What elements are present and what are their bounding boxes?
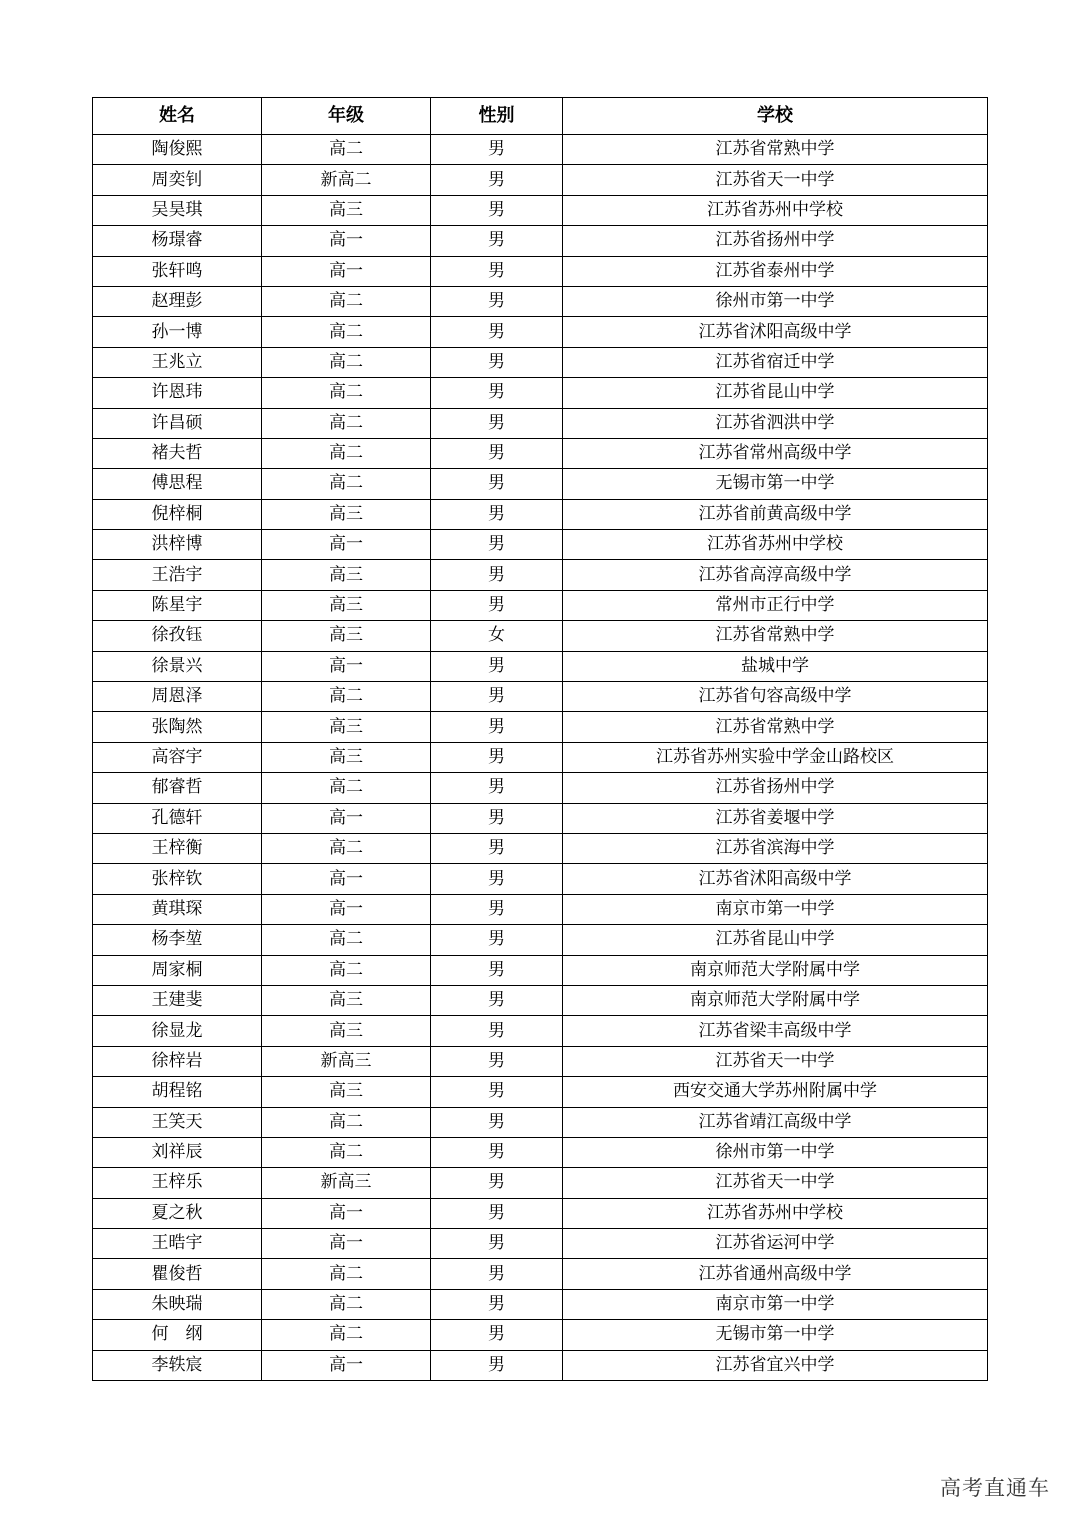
- cell-school: 江苏省扬州中学: [563, 226, 988, 256]
- table-row: [93, 378, 988, 408]
- table-row: [93, 651, 988, 681]
- cell-name: 王建斐: [93, 985, 262, 1015]
- table-row: [93, 621, 988, 651]
- cell-grade: 高三: [262, 560, 431, 590]
- cell-name: 朱映瑞: [93, 1289, 262, 1319]
- cell-gender: 男: [431, 712, 563, 742]
- table-row: [93, 195, 988, 225]
- cell-gender: 男: [431, 985, 563, 1015]
- table-row: [93, 560, 988, 590]
- cell-grade: 新高三: [262, 1168, 431, 1198]
- table-row: [93, 1289, 988, 1319]
- cell-school: 江苏省梁丰高级中学: [563, 1016, 988, 1046]
- cell-gender: 男: [431, 347, 563, 377]
- cell-school: 江苏省姜堰中学: [563, 803, 988, 833]
- cell-name: 李轶宸: [93, 1350, 262, 1380]
- table-row: [93, 1350, 988, 1380]
- table-row: [93, 925, 988, 955]
- cell-gender: 男: [431, 256, 563, 286]
- cell-grade: 新高三: [262, 1046, 431, 1076]
- cell-gender: 男: [431, 955, 563, 985]
- cell-name: 高容宇: [93, 742, 262, 772]
- cell-grade: 高二: [262, 955, 431, 985]
- cell-gender: 男: [431, 894, 563, 924]
- cell-grade: 高三: [262, 621, 431, 651]
- cell-school: 江苏省沭阳高级中学: [563, 864, 988, 894]
- cell-gender: 男: [431, 1198, 563, 1228]
- cell-gender: 男: [431, 1320, 563, 1350]
- cell-name: 许昌硕: [93, 408, 262, 438]
- cell-name: 周家桐: [93, 955, 262, 985]
- cell-grade: 高二: [262, 378, 431, 408]
- cell-gender: 男: [431, 135, 563, 165]
- cell-grade: 高一: [262, 803, 431, 833]
- cell-name: 徐梓岩: [93, 1046, 262, 1076]
- cell-school: 江苏省滨海中学: [563, 833, 988, 863]
- cell-gender: 男: [431, 864, 563, 894]
- cell-grade: 高二: [262, 925, 431, 955]
- cell-grade: 高二: [262, 833, 431, 863]
- cell-grade: 高二: [262, 682, 431, 712]
- cell-gender: 男: [431, 1016, 563, 1046]
- cell-name: 孙一博: [93, 317, 262, 347]
- cell-gender: 女: [431, 621, 563, 651]
- table-row: [93, 1198, 988, 1228]
- student-roster-table: [92, 97, 988, 1381]
- cell-grade: 高一: [262, 894, 431, 924]
- cell-school: 江苏省昆山中学: [563, 378, 988, 408]
- table-row: [93, 742, 988, 772]
- cell-school: 江苏省天一中学: [563, 1046, 988, 1076]
- cell-grade: 高一: [262, 651, 431, 681]
- cell-grade: 高一: [262, 256, 431, 286]
- cell-grade: 高一: [262, 530, 431, 560]
- cell-school: 江苏省句容高级中学: [563, 682, 988, 712]
- cell-gender: 男: [431, 408, 563, 438]
- cell-gender: 男: [431, 1046, 563, 1076]
- table-row: [93, 833, 988, 863]
- cell-school: 无锡市第一中学: [563, 1320, 988, 1350]
- cell-grade: 高三: [262, 1077, 431, 1107]
- cell-school: 江苏省常熟中学: [563, 621, 988, 651]
- cell-name: 瞿俊哲: [93, 1259, 262, 1289]
- cell-name: 孔德轩: [93, 803, 262, 833]
- table-row: [93, 1077, 988, 1107]
- cell-name: 倪梓桐: [93, 499, 262, 529]
- cell-gender: 男: [431, 378, 563, 408]
- cell-school: 盐城中学: [563, 651, 988, 681]
- cell-school: 徐州市第一中学: [563, 1137, 988, 1167]
- cell-school: 江苏省苏州实验中学金山路校区: [563, 742, 988, 772]
- cell-school: 江苏省宜兴中学: [563, 1350, 988, 1380]
- cell-school: 江苏省宿迁中学: [563, 347, 988, 377]
- cell-name: 杨李堃: [93, 925, 262, 955]
- table-row: [93, 894, 988, 924]
- cell-grade: 高二: [262, 135, 431, 165]
- cell-grade: 高三: [262, 590, 431, 620]
- cell-school: 南京师范大学附属中学: [563, 955, 988, 985]
- cell-school: 江苏省苏州中学校: [563, 530, 988, 560]
- cell-name: 吴昊琪: [93, 195, 262, 225]
- table-row: [93, 499, 988, 529]
- table-row: [93, 347, 988, 377]
- cell-grade: 高一: [262, 1350, 431, 1380]
- table-row: [93, 438, 988, 468]
- table-row: [93, 773, 988, 803]
- cell-gender: 男: [431, 286, 563, 316]
- cell-name: 徐孜钰: [93, 621, 262, 651]
- cell-gender: 男: [431, 925, 563, 955]
- cell-grade: 高二: [262, 1107, 431, 1137]
- cell-grade: 高二: [262, 286, 431, 316]
- cell-school: 江苏省靖江高级中学: [563, 1107, 988, 1137]
- cell-gender: 男: [431, 317, 563, 347]
- cell-school: 江苏省前黄高级中学: [563, 499, 988, 529]
- table-row: [93, 955, 988, 985]
- cell-grade: 高一: [262, 1229, 431, 1259]
- header-gender: 性别: [431, 98, 563, 135]
- cell-name: 王笑天: [93, 1107, 262, 1137]
- cell-gender: 男: [431, 1259, 563, 1289]
- cell-school: 江苏省天一中学: [563, 165, 988, 195]
- cell-gender: 男: [431, 773, 563, 803]
- cell-name: 徐景兴: [93, 651, 262, 681]
- cell-grade: 高一: [262, 1198, 431, 1228]
- cell-name: 王晧宇: [93, 1229, 262, 1259]
- table-row: [93, 226, 988, 256]
- cell-name: 赵理彭: [93, 286, 262, 316]
- cell-name: 张轩鸣: [93, 256, 262, 286]
- cell-name: 洪梓博: [93, 530, 262, 560]
- cell-gender: 男: [431, 1350, 563, 1380]
- cell-grade: 高二: [262, 347, 431, 377]
- cell-gender: 男: [431, 1229, 563, 1259]
- cell-gender: 男: [431, 1137, 563, 1167]
- cell-school: 无锡市第一中学: [563, 469, 988, 499]
- table-row: [93, 1137, 988, 1167]
- cell-gender: 男: [431, 195, 563, 225]
- cell-gender: 男: [431, 682, 563, 712]
- table-body: [93, 135, 988, 1381]
- cell-school: 江苏省沭阳高级中学: [563, 317, 988, 347]
- cell-name: 周奕钊: [93, 165, 262, 195]
- cell-school: 江苏省泰州中学: [563, 256, 988, 286]
- cell-name: 傅思程: [93, 469, 262, 499]
- cell-gender: 男: [431, 803, 563, 833]
- table-row: [93, 256, 988, 286]
- table-row: [93, 1259, 988, 1289]
- cell-name: 王兆立: [93, 347, 262, 377]
- cell-school: 常州市正行中学: [563, 590, 988, 620]
- cell-school: 江苏省苏州中学校: [563, 195, 988, 225]
- cell-name: 徐显龙: [93, 1016, 262, 1046]
- header-school: 学校: [563, 98, 988, 135]
- watermark-text: 高考直通车: [940, 1476, 1050, 1500]
- cell-name: 王梓衡: [93, 833, 262, 863]
- cell-name: 胡程铭: [93, 1077, 262, 1107]
- cell-name: 夏之秋: [93, 1198, 262, 1228]
- cell-school: 江苏省常州高级中学: [563, 438, 988, 468]
- cell-name: 周恩泽: [93, 682, 262, 712]
- table-row: [93, 590, 988, 620]
- cell-name: 郁睿哲: [93, 773, 262, 803]
- cell-school: 江苏省扬州中学: [563, 773, 988, 803]
- table-row: [93, 1320, 988, 1350]
- cell-name: 黄琪琛: [93, 894, 262, 924]
- table-row: [93, 682, 988, 712]
- cell-name: 张陶然: [93, 712, 262, 742]
- cell-gender: 男: [431, 530, 563, 560]
- table-row: [93, 864, 988, 894]
- cell-gender: 男: [431, 438, 563, 468]
- table-row: [93, 135, 988, 165]
- cell-school: 江苏省高淳高级中学: [563, 560, 988, 590]
- cell-name: 王浩宇: [93, 560, 262, 590]
- cell-gender: 男: [431, 1077, 563, 1107]
- table-header-row: [93, 98, 988, 135]
- table-row: [93, 469, 988, 499]
- cell-grade: 高三: [262, 742, 431, 772]
- table-row: [93, 1229, 988, 1259]
- table-row: [93, 317, 988, 347]
- table-row: [93, 530, 988, 560]
- cell-school: 江苏省通州高级中学: [563, 1259, 988, 1289]
- cell-school: 西安交通大学苏州附属中学: [563, 1077, 988, 1107]
- cell-school: 江苏省天一中学: [563, 1168, 988, 1198]
- header-name: 姓名: [93, 98, 262, 135]
- table-row: [93, 286, 988, 316]
- cell-school: 徐州市第一中学: [563, 286, 988, 316]
- cell-name: 陈星宇: [93, 590, 262, 620]
- table-row: [93, 985, 988, 1015]
- cell-school: 江苏省昆山中学: [563, 925, 988, 955]
- table-row: [93, 1168, 988, 1198]
- cell-gender: 男: [431, 1168, 563, 1198]
- table-row: [93, 165, 988, 195]
- cell-grade: 高三: [262, 712, 431, 742]
- cell-grade: 高一: [262, 864, 431, 894]
- cell-name: 刘祥辰: [93, 1137, 262, 1167]
- cell-name: 何 纲: [93, 1320, 262, 1350]
- cell-name: 王梓乐: [93, 1168, 262, 1198]
- cell-school: 南京师范大学附属中学: [563, 985, 988, 1015]
- cell-grade: 新高二: [262, 165, 431, 195]
- cell-name: 许恩玮: [93, 378, 262, 408]
- cell-gender: 男: [431, 590, 563, 620]
- cell-school: 江苏省常熟中学: [563, 135, 988, 165]
- cell-name: 褚夫哲: [93, 438, 262, 468]
- cell-grade: 高三: [262, 499, 431, 529]
- cell-grade: 高二: [262, 317, 431, 347]
- cell-school: 南京市第一中学: [563, 1289, 988, 1319]
- cell-gender: 男: [431, 742, 563, 772]
- cell-grade: 高三: [262, 985, 431, 1015]
- cell-gender: 男: [431, 165, 563, 195]
- cell-grade: 高一: [262, 226, 431, 256]
- cell-gender: 男: [431, 560, 563, 590]
- cell-name: 杨璟睿: [93, 226, 262, 256]
- table-row: [93, 408, 988, 438]
- table-row: [93, 1016, 988, 1046]
- cell-gender: 男: [431, 469, 563, 499]
- header-grade: 年级: [262, 98, 431, 135]
- cell-school: 江苏省苏州中学校: [563, 1198, 988, 1228]
- cell-gender: 男: [431, 499, 563, 529]
- cell-gender: 男: [431, 1289, 563, 1319]
- cell-gender: 男: [431, 833, 563, 863]
- cell-name: 张梓钦: [93, 864, 262, 894]
- cell-school: 江苏省泗洪中学: [563, 408, 988, 438]
- cell-grade: 高二: [262, 438, 431, 468]
- cell-grade: 高二: [262, 408, 431, 438]
- cell-gender: 男: [431, 226, 563, 256]
- cell-grade: 高二: [262, 469, 431, 499]
- cell-gender: 男: [431, 651, 563, 681]
- cell-grade: 高二: [262, 1137, 431, 1167]
- cell-school: 江苏省运河中学: [563, 1229, 988, 1259]
- table-row: [93, 1046, 988, 1076]
- cell-grade: 高二: [262, 1259, 431, 1289]
- cell-school: 南京市第一中学: [563, 894, 988, 924]
- cell-grade: 高三: [262, 195, 431, 225]
- cell-grade: 高三: [262, 1016, 431, 1046]
- cell-gender: 男: [431, 1107, 563, 1137]
- table-row: [93, 712, 988, 742]
- table-row: [93, 1107, 988, 1137]
- cell-grade: 高二: [262, 1289, 431, 1319]
- cell-name: 陶俊熙: [93, 135, 262, 165]
- cell-school: 江苏省常熟中学: [563, 712, 988, 742]
- cell-grade: 高二: [262, 1320, 431, 1350]
- table-row: [93, 803, 988, 833]
- cell-grade: 高二: [262, 773, 431, 803]
